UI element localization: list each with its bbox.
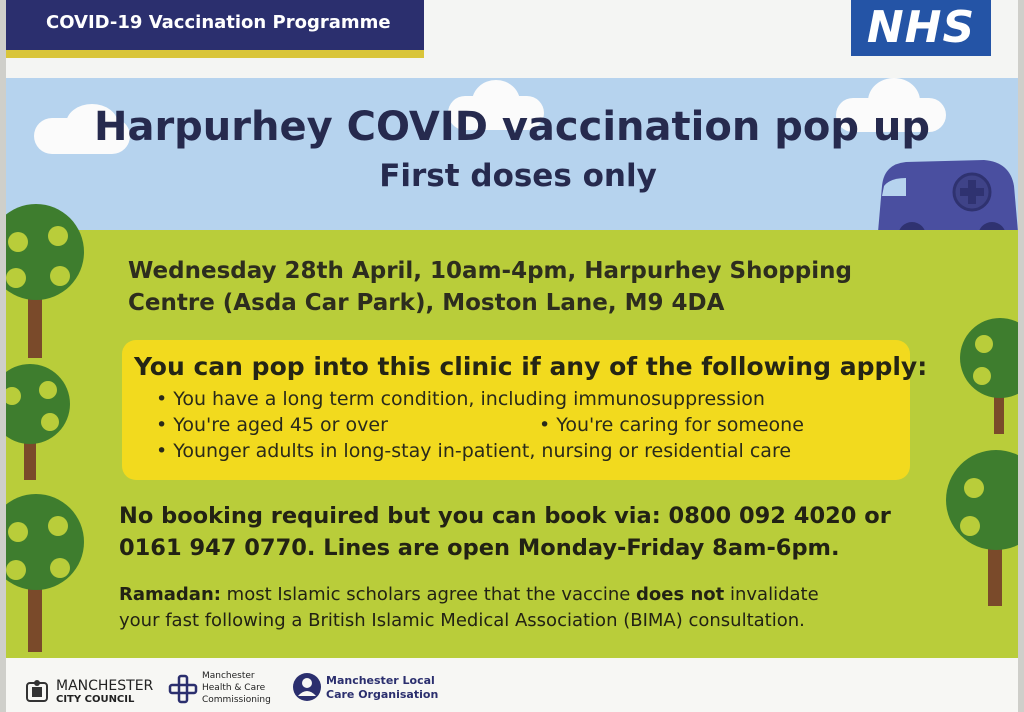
eligibility-bullet: • You have a long term condition, including immunosuppression: [156, 388, 765, 410]
ramadan-line-1: Ramadan: most Islamic scholars agree that the vaccine does not invalidate: [119, 584, 819, 605]
eligibility-bullet: • You're aged 45 or over: [156, 414, 388, 436]
mhcc-line-3: Commissioning: [202, 695, 271, 705]
eligibility-bullet: • You're caring for someone: [539, 414, 804, 436]
page-subtitle: First doses only: [379, 158, 657, 194]
council-subname: CITY COUNCIL: [56, 694, 135, 705]
mhcc-line-1: Manchester: [202, 671, 255, 681]
mhcc-cross-icon: [168, 674, 198, 704]
council-name: MANCHESTER: [56, 678, 154, 694]
eligibility-heading: You can pop into this clinic if any of the following apply:: [134, 352, 928, 381]
ramadan-note: [119, 582, 939, 634]
mlco-line-1: Manchester Local: [326, 674, 435, 687]
tree-icon: [6, 360, 84, 480]
bullet-dot-icon: •: [156, 414, 174, 436]
event-details: [128, 255, 908, 319]
event-line-1: Wednesday 28th April, 10am-4pm, Harpurhey Shopping: [128, 258, 852, 284]
booking-info: [119, 500, 919, 564]
tree-icon: [958, 314, 1018, 434]
programme-title: COVID-19 Vaccination Programme: [46, 12, 391, 33]
mlco-line-2: Care Organisation: [326, 688, 439, 701]
nhs-logo: NHS: [851, 0, 991, 56]
council-crest-icon: [24, 680, 50, 704]
poster: [6, 0, 1018, 712]
banner-stripe: [6, 50, 424, 58]
booking-line-1: No booking required but you can book via: 0800 092 4020 or: [119, 503, 891, 529]
tree-icon: [6, 486, 96, 652]
booking-line-2: 0161 947 0770. Lines are open Monday-Friday 8am-6pm.: [119, 535, 840, 561]
bullet-dot-icon: •: [539, 414, 557, 436]
programme-banner: [6, 0, 424, 50]
page-title: Harpurhey COVID vaccination pop up: [93, 104, 931, 150]
tree-icon: [6, 196, 96, 358]
bullet-dot-icon: •: [156, 388, 174, 410]
mlco-icon: [292, 672, 322, 702]
bullet-dot-icon: •: [156, 440, 174, 462]
tree-icon: [940, 444, 1018, 606]
eligibility-bullet: • Younger adults in long-stay in-patient, nursing or residential care: [156, 440, 792, 462]
ramadan-line-2: your fast following a British Islamic Medical Association (BIMA) consultation.: [119, 610, 805, 631]
mhcc-line-2: Health & Care: [202, 683, 266, 693]
footer: [6, 658, 1018, 712]
event-line-2: Centre (Asda Car Park), Moston Lane, M9 4DA: [128, 290, 725, 316]
